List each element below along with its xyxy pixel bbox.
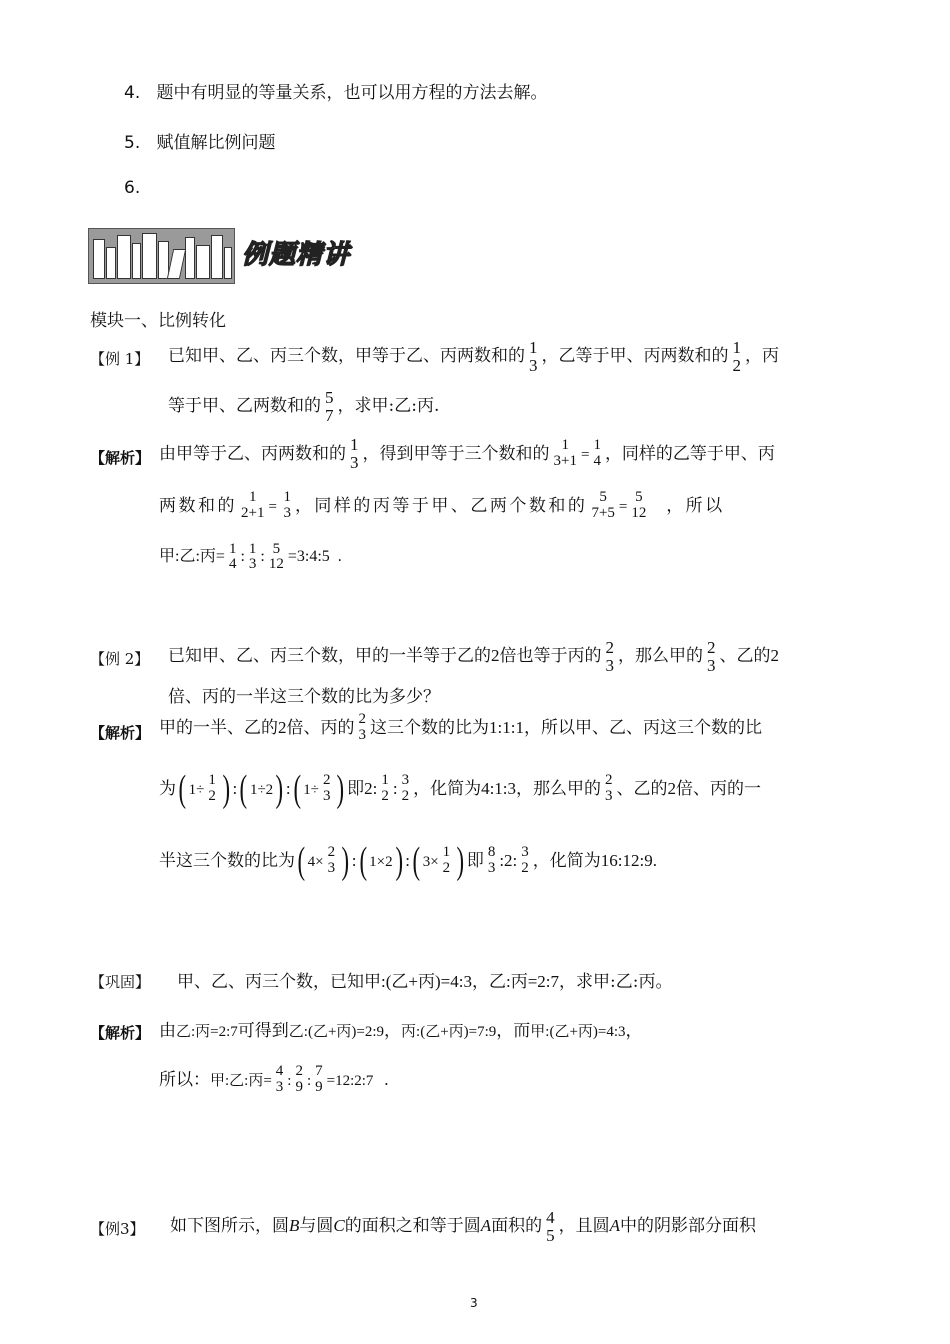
text: ， <box>472 972 489 992</box>
ratio-expression: 甲:乙:丙 <box>159 548 216 565</box>
text: 等于甲、乙两数和的 <box>168 396 321 416</box>
text: 倍也等于丙的 <box>499 646 602 666</box>
fraction: 1 3 <box>283 489 291 521</box>
ratio: 1:1:1 <box>489 718 524 737</box>
ratio-expression: 乙:丙=2:7 <box>489 972 560 991</box>
section-banner-title: 例题精讲 <box>242 240 351 270</box>
text: 面积的 <box>491 1216 543 1236</box>
list-item-6 <box>124 178 140 198</box>
fraction: 2 3 <box>605 772 613 804</box>
fraction: 1 3 <box>248 540 257 573</box>
ratio-result: =3:4:5 <box>287 548 330 565</box>
text: . <box>337 548 342 565</box>
text: 甲的一半、乙的 <box>159 718 278 738</box>
solution-2-line-1 <box>159 708 762 748</box>
ratio-expression: 乙:丙=2:7 <box>176 1024 238 1040</box>
list-item-5 <box>124 128 275 153</box>
solution-label: 【解析】 <box>90 1024 151 1042</box>
text: 即 <box>347 779 365 799</box>
text: 两数和的 <box>159 496 237 516</box>
example-2-line-2: 倍、丙的一半这三个数的比为多少？ <box>168 687 440 707</box>
text: ，丙 <box>745 346 779 366</box>
text: 已知甲、乙、丙三个数，甲等于乙、丙两数和的 <box>168 346 525 366</box>
fraction: 8 3 <box>487 844 496 876</box>
fraction: 3 2 <box>521 844 529 876</box>
text: ，那么甲的 <box>516 779 602 799</box>
fraction: 1 2 <box>442 844 451 876</box>
ratio-expression: 丙:(乙+丙)=7:9 <box>401 1024 497 1040</box>
solution-2-line-3: 半这三个数的比为( 4× 2 3 ) :( 1×2) :( 3× 1 2 ) 即 8 3 :2: 3 2 ，化简为16:12:9. <box>159 840 657 882</box>
fraction: 2 3 <box>327 844 336 876</box>
text: 可得到 <box>237 1021 289 1041</box>
ratio-result: =12:2:7 <box>326 1073 374 1089</box>
list-number: 6. <box>124 178 141 198</box>
consolidation-label: 【巩固】 <box>90 973 151 991</box>
module-title: 模块一、比例转化 <box>90 311 226 331</box>
fraction: 4 5 <box>546 1207 555 1245</box>
math: 4× <box>307 854 324 870</box>
math: 1÷ <box>188 782 205 798</box>
ratio: 16:12:9 <box>600 851 653 870</box>
text: ， <box>625 1021 643 1041</box>
text: ，得到甲等于三个数和的 <box>362 444 550 464</box>
text: ，而 <box>496 1021 531 1041</box>
variable: C <box>333 1216 345 1235</box>
solution-label: 【解析】 <box>90 724 151 742</box>
text: 如下图所示，圆 <box>170 1216 289 1236</box>
fraction: 5 12 <box>268 540 284 573</box>
number: 2 <box>278 718 287 737</box>
fraction: 1 3 <box>529 337 538 375</box>
number: 2 <box>364 779 373 798</box>
list-text: 题中有明显的等量关系，也可以用方程的方法去解。 <box>156 83 548 103</box>
math: 1÷ <box>303 782 319 798</box>
ratio: 4:1:3 <box>481 779 517 798</box>
fraction: 2 9 <box>295 1063 303 1095</box>
text: 的面积之和等于圆 <box>344 1216 481 1236</box>
variable: A <box>609 1216 621 1235</box>
ratio-expression: 甲:(乙+丙)=4:3 <box>530 1024 626 1040</box>
fraction: 7 9 <box>315 1063 323 1095</box>
text: 由甲等于乙、丙两数和的 <box>159 444 346 464</box>
fraction: 2 3 <box>707 637 716 675</box>
list-number: 5. <box>124 133 141 153</box>
text: ，化简为 <box>413 779 482 799</box>
math: 3× <box>422 854 439 870</box>
fraction: 3 2 <box>401 772 410 804</box>
fraction: 1 3 <box>350 435 359 472</box>
text: 半这三个数的比为 <box>159 851 295 871</box>
fraction: 2 3 <box>358 711 366 743</box>
list-text: 赋值解比例问题 <box>156 133 276 153</box>
example-3-line-1 <box>170 1206 756 1246</box>
text: 甲、乙、丙三个数，已知 <box>177 972 365 992</box>
example-label: 【例3】 <box>90 1220 145 1238</box>
text: 中的阴影部分面积 <box>620 1216 757 1236</box>
text: 、乙的 <box>616 779 668 799</box>
text: ，同样的丙等于甲、乙两个数和的 <box>294 496 588 516</box>
text: ， <box>384 1021 402 1041</box>
fraction: 1 2 <box>732 337 741 375</box>
fraction: 1 4 <box>593 437 601 469</box>
fraction: 2 3 <box>322 772 331 804</box>
list-item-4 <box>124 78 547 103</box>
fraction: 1 2 <box>381 772 389 804</box>
example-1-line-2 <box>168 388 439 424</box>
fraction: 4 3 <box>275 1063 284 1095</box>
text: 即 <box>466 851 484 871</box>
page-number: 3 <box>470 1296 478 1310</box>
text: ，那么甲的 <box>618 646 703 666</box>
text: ，所以 <box>666 496 725 516</box>
text: ，同样的乙等于甲、丙 <box>604 444 775 464</box>
text: 为 <box>159 779 176 799</box>
text: ，乙等于甲、丙两数和的 <box>541 346 729 366</box>
fraction: 5 7 <box>325 387 334 425</box>
solution-1-line-3: 甲:乙:丙= 1 4 : 1 3 : 5 12 =3:4:5 . <box>159 540 342 573</box>
fraction: 5 12 <box>631 489 647 521</box>
solution-2-line-2: 为( 1÷ 1 2 ) :( 1÷2) :( 1÷ 2 3 ) 即2: 1 2 : 3 2 ，化简为4:1:3，那么甲的 2 3 、乙的2倍、丙的一 <box>159 768 762 810</box>
text: ，且圆 <box>558 1216 610 1236</box>
solution-label: 【解析】 <box>90 449 151 467</box>
text: 已知甲、乙、丙三个数，甲的一半等于乙的 <box>168 646 491 666</box>
ratio-expression: 乙:(乙+丙)=2:9 <box>288 1024 385 1040</box>
example-1-line-1 <box>168 338 779 374</box>
solution-1-line-1: 由甲等于乙、丙两数和的 1 3 ，得到甲等于三个数和的 1 3+1 = 1 4 ，同样的乙等于甲、丙 <box>159 435 775 472</box>
variable: B <box>289 1216 300 1235</box>
text: 倍、丙的 <box>286 718 355 738</box>
text: ，化简为 <box>532 851 601 871</box>
fraction: 1 2 <box>208 772 216 804</box>
math: 1÷2 <box>249 782 274 798</box>
text: 与圆 <box>299 1216 334 1236</box>
consolidation-problem <box>90 967 673 992</box>
number: 2 <box>667 779 677 798</box>
text: ，求甲:乙:丙。 <box>559 972 673 992</box>
text: ，求甲:乙:丙. <box>337 396 440 416</box>
fraction: 5 7+5 <box>591 489 615 521</box>
number: 2 <box>491 646 500 665</box>
text: 倍、丙的一 <box>676 779 762 799</box>
fraction: 1 4 <box>228 540 237 573</box>
text: 这三个数的比为 <box>370 718 489 738</box>
solution-3-line-2: 所以：甲:乙:丙= 4 3 : 2 9 : 7 9 =12:2:7 . <box>159 1063 389 1095</box>
math: 1×2 <box>369 854 393 870</box>
books-banner-image <box>88 228 235 284</box>
example-2-line-1 <box>168 637 779 675</box>
text: . <box>652 851 657 870</box>
text: ，所以甲、乙、丙这三个数的比 <box>523 718 762 738</box>
ratio-expression: 甲:(乙+丙)=4:3 <box>364 972 472 991</box>
text: 所以： <box>159 1070 210 1090</box>
text: 、乙的 <box>719 646 771 666</box>
number: 2 <box>770 646 779 665</box>
fraction: 1 3+1 <box>553 437 577 469</box>
fraction: 1 2+1 <box>241 489 265 521</box>
example-label: 【例 1】 <box>90 350 150 368</box>
variable: A <box>480 1216 492 1235</box>
text: . <box>384 1070 389 1089</box>
text: 由 <box>159 1021 176 1041</box>
ratio-expression: 甲:乙:丙= <box>210 1073 272 1089</box>
list-number: 4. <box>124 83 141 103</box>
solution-1-line-2: 两数和的 1 2+1 = 1 3 ，同样的丙等于甲、乙两个数和的 5 7+5 = 5 12 ，所以 <box>159 489 725 521</box>
fraction: 2 3 <box>605 637 614 675</box>
solution-3-line-1 <box>159 1014 643 1049</box>
number: 2 <box>504 851 513 870</box>
example-label: 【例 2】 <box>90 650 150 668</box>
